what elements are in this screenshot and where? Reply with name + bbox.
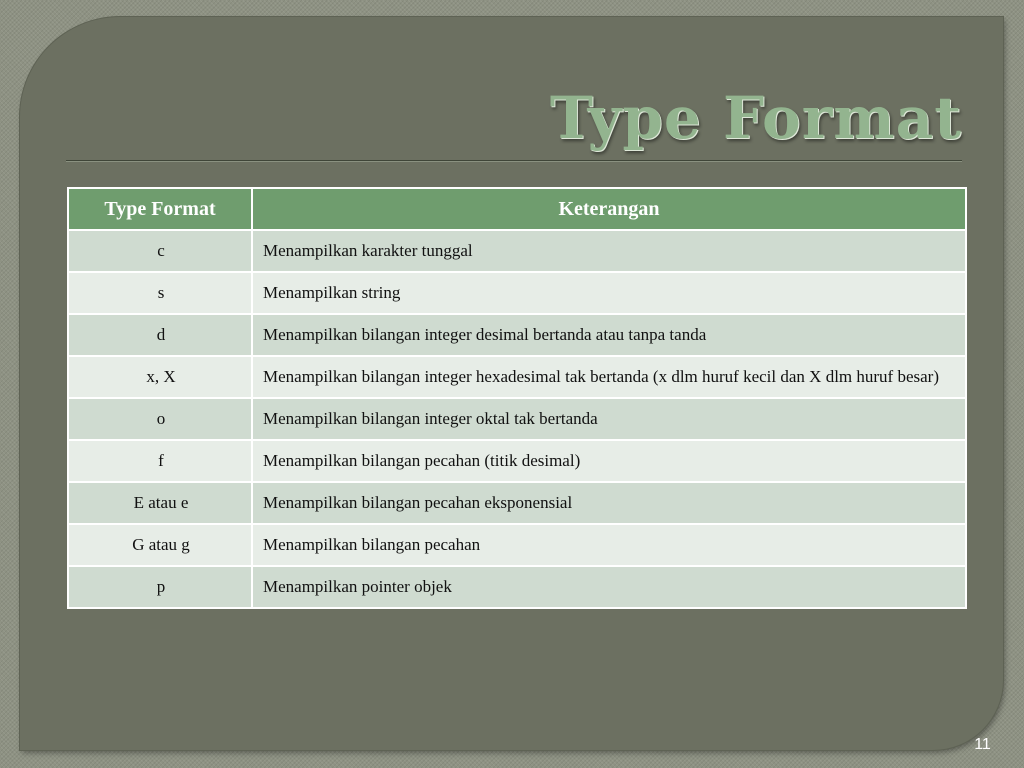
table-row [68, 272, 966, 314]
format-cell: o [68, 398, 252, 440]
description-cell: Menampilkan bilangan pecahan eksponensial [252, 482, 966, 524]
format-cell: x, X [68, 356, 252, 398]
table-header-row [68, 188, 966, 230]
description-cell: Menampilkan bilangan integer oktal tak bertanda [252, 398, 966, 440]
table-row [68, 440, 966, 482]
type-format-table [67, 187, 967, 609]
table-row [68, 524, 966, 566]
title-divider [66, 160, 962, 162]
description-cell: Menampilkan pointer objek [252, 566, 966, 608]
table-row [68, 482, 966, 524]
format-cell: f [68, 440, 252, 482]
format-cell: s [68, 272, 252, 314]
table-row [68, 398, 966, 440]
description-cell: Menampilkan bilangan pecahan [252, 524, 966, 566]
header-keterangan: Keterangan [252, 188, 966, 230]
description-cell: Menampilkan string [252, 272, 966, 314]
description-cell: Menampilkan bilangan pecahan (titik desimal) [252, 440, 966, 482]
description-cell: Menampilkan karakter tunggal [252, 230, 966, 272]
description-cell: Menampilkan bilangan integer hexadesimal tak bertanda (x dlm huruf kecil dan X dlm huruf besar) [252, 356, 966, 398]
table-row [68, 356, 966, 398]
slide-title: Type Format [549, 84, 962, 152]
description-cell: Menampilkan bilangan integer desimal bertanda atau tanpa tanda [252, 314, 966, 356]
table-row [68, 566, 966, 608]
table-row [68, 314, 966, 356]
header-type-format: Type Format [68, 188, 252, 230]
format-cell: G atau g [68, 524, 252, 566]
page-number: 11 [974, 736, 991, 753]
format-cell: c [68, 230, 252, 272]
table-row [68, 230, 966, 272]
format-cell: p [68, 566, 252, 608]
format-cell: E atau e [68, 482, 252, 524]
format-cell: d [68, 314, 252, 356]
